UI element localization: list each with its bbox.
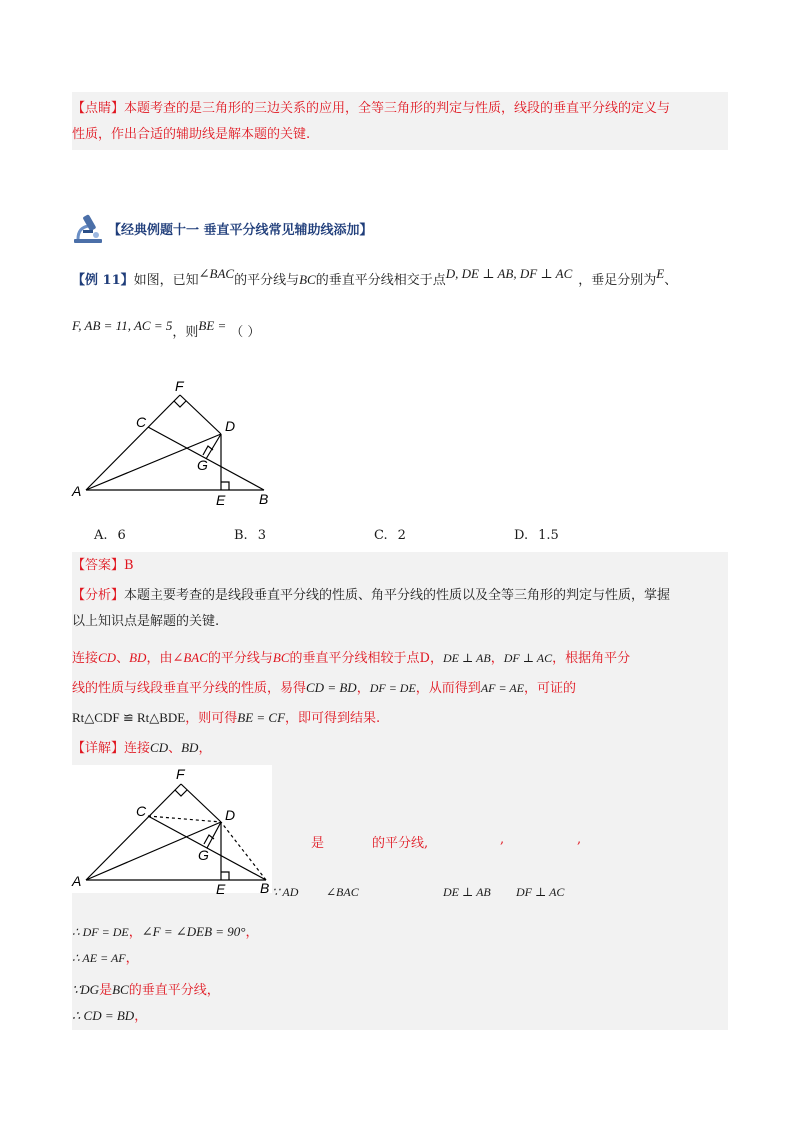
segment-af	[86, 395, 180, 490]
detail-sym-4: DF ⊥ AC	[516, 885, 565, 899]
detail-sym-2: ∠BAC	[326, 885, 359, 899]
section-title: 【经典例题十一 垂直平分线常见辅助线添加】	[108, 222, 373, 238]
detail-step-1: ∴ DF = DE，∠F = ∠DEB = 90°，	[72, 924, 259, 940]
label-b: B	[259, 491, 269, 507]
example-m5: F, AB = 11, AC = 5	[72, 318, 173, 333]
detail-side-1: 是	[311, 836, 325, 851]
example-m1: ∠BAC	[198, 266, 235, 281]
geometry-figure	[68, 375, 288, 510]
detail-step-3: ∵DG是BC的垂直平分线，	[72, 982, 220, 998]
example-m4: E	[656, 266, 665, 281]
example-t1: 如图，已知	[133, 273, 199, 288]
label-f: F	[175, 378, 184, 394]
example-t5: 、	[664, 273, 678, 288]
option-b: B. 3	[234, 528, 266, 543]
example-t3: 的垂直平分线相交于点	[315, 273, 446, 288]
label-d-2: D	[225, 807, 236, 823]
options-row	[94, 526, 559, 546]
detail-sym-1: ∵ AD	[272, 885, 299, 899]
answer-tag: 【答案】	[72, 558, 125, 573]
segment-bd-dashed	[221, 822, 266, 880]
label-f-2: F	[176, 766, 185, 782]
right-angle-f-2	[175, 790, 187, 796]
segment-fd-2	[181, 784, 221, 822]
detail-side-2: 的平分线,	[372, 836, 429, 851]
microscope-icon	[72, 212, 106, 244]
label-g: G	[197, 457, 208, 473]
example-t6: ，则	[172, 325, 199, 340]
label-a: A	[72, 483, 82, 499]
detail-step-4: ∴ CD = BD，	[72, 1008, 148, 1024]
option-d: D. 1.5	[514, 528, 559, 543]
example-t7: （ ）	[230, 325, 261, 340]
example-t4: ，垂足分别为	[578, 273, 657, 288]
dianjing-tag: 【点睛】	[72, 101, 125, 116]
dianjing-line2: 性质，作出合适的辅助线是解本题的关键.	[72, 127, 311, 142]
detail-geometry-figure	[68, 762, 278, 897]
option-c: C. 2	[374, 528, 406, 543]
label-d: D	[225, 418, 236, 434]
example-tag: 【例 11】	[72, 273, 134, 288]
segment-af-2	[86, 784, 181, 880]
detail-tag: 【详解】	[72, 741, 125, 756]
dianjing-text	[72, 96, 728, 148]
right-angle-e-2	[221, 872, 229, 880]
label-e: E	[216, 492, 226, 508]
example-t2: 的平分线与	[234, 273, 300, 288]
right-angle-g-2	[204, 835, 214, 844]
label-g-2: G	[198, 847, 209, 863]
analysis-tag: 【分析】	[72, 588, 125, 603]
segment-cd-dashed	[148, 816, 221, 822]
example-line2	[72, 318, 261, 343]
section-header	[72, 212, 373, 244]
label-a-2: A	[72, 873, 82, 889]
answer-line	[72, 556, 134, 576]
detail-step-2: ∴ AE = AF，	[72, 951, 139, 966]
segment-fd	[180, 395, 221, 434]
example-m6: BE =	[198, 318, 227, 333]
label-b-2: B	[260, 880, 270, 896]
example-m3: D, DE ⊥ AB, DF ⊥ AC	[445, 266, 573, 281]
detail-line: 【详解】连接CD、BD，	[72, 740, 212, 756]
analysis-line4: 线的性质与线段垂直平分线的性质，易得CD = BD，DF = DE，从而得到AF = AE，可证的	[72, 680, 577, 696]
right-angle-e	[221, 482, 229, 490]
example-m2: BC	[299, 272, 316, 287]
label-c: C	[136, 414, 147, 430]
analysis-line1: 本题主要考查的是线段垂直平分线的性质、角平分线的性质以及全等三角形的判定与性质，掌握	[124, 588, 671, 603]
example-line1	[72, 266, 678, 291]
option-a: A. 6	[94, 528, 126, 543]
analysis-line3: 连接CD、BD，由∠BAC的平分线与BC的垂直平分线相较于点D，DE ⊥ AB，DF ⊥ AC，根据角平分	[72, 650, 631, 666]
detail-sym-3: DE ⊥ AB	[443, 885, 491, 899]
dianjing-line1: 本题考查的是三角形的三边关系的应用，全等三角形的判定与性质，线段的垂直平分线的定义与	[124, 101, 671, 116]
detail-side-4: ,	[577, 832, 582, 847]
right-angle-f	[174, 401, 186, 407]
detail-side-3: ,	[500, 832, 505, 847]
analysis-line2: 以上知识点是解题的关键.	[72, 614, 220, 629]
label-c-2: C	[136, 803, 147, 819]
analysis-text	[72, 583, 728, 635]
analysis-line5: Rt△CDF ≌ Rt△BDE，则可得BE = CF，即可得到结果.	[72, 710, 381, 726]
label-e-2: E	[216, 881, 226, 897]
answer-value: B	[124, 558, 134, 573]
